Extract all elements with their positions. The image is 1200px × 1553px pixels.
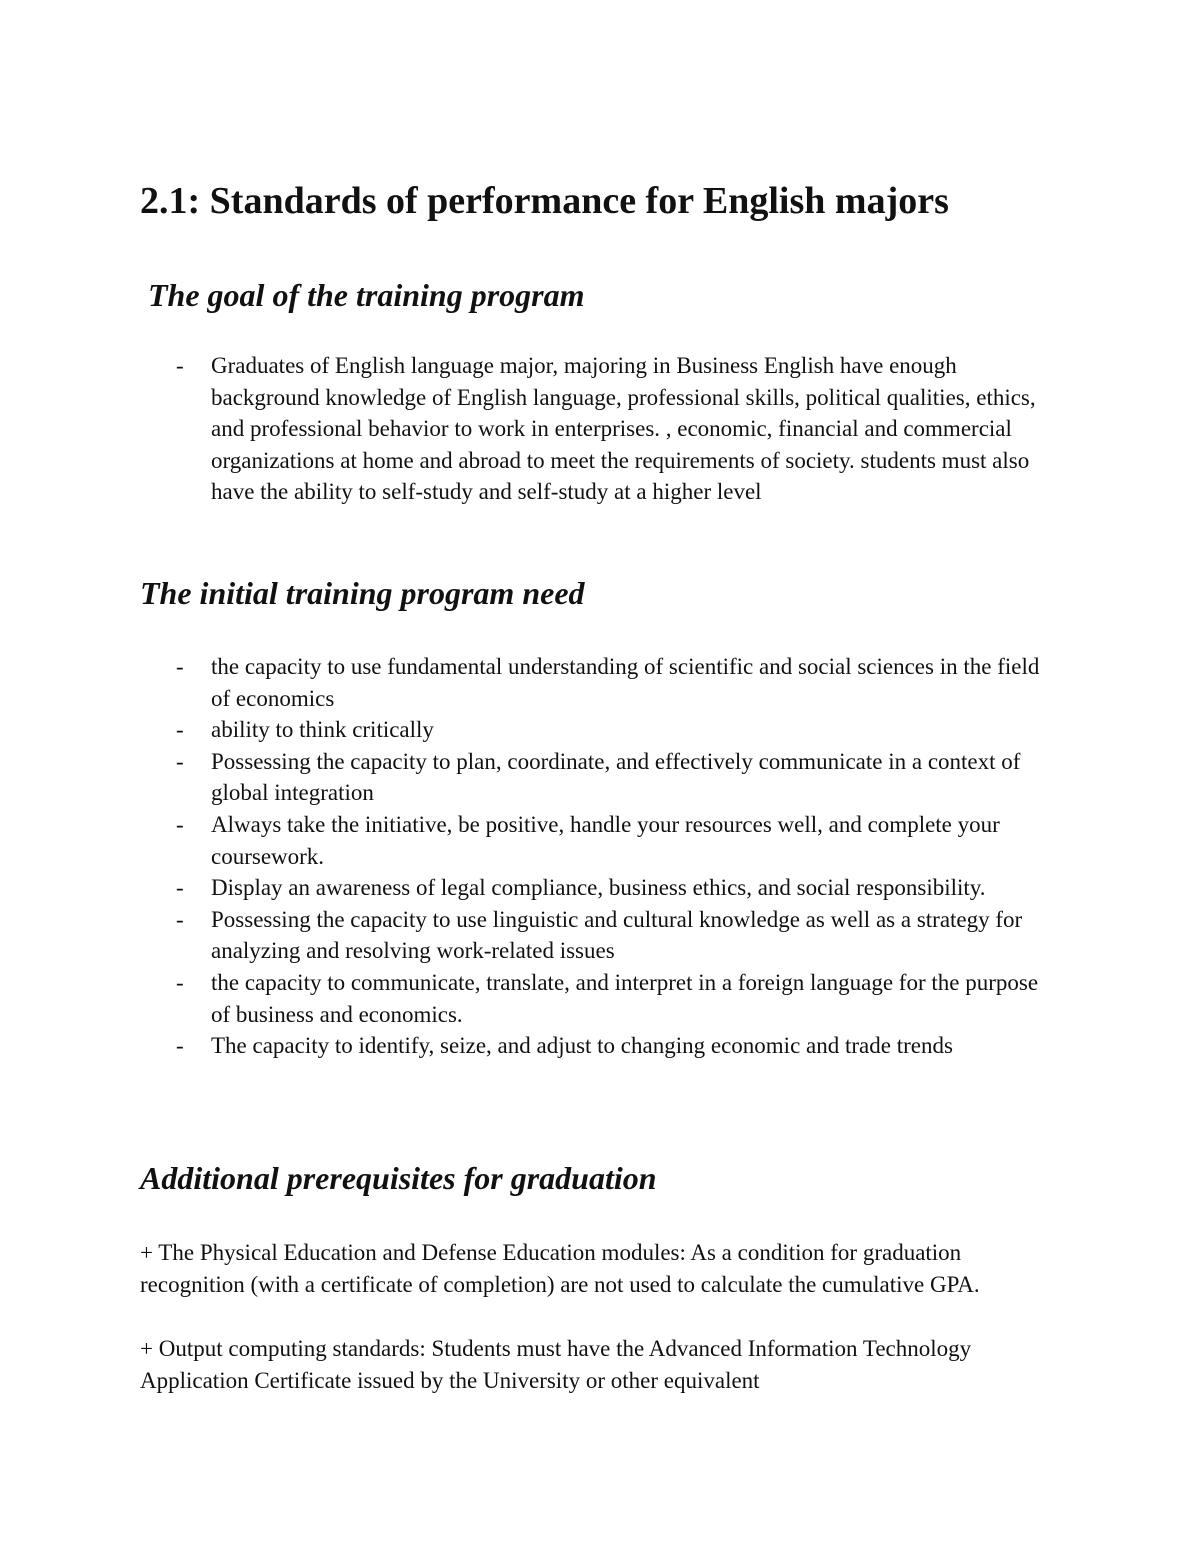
dash-bullet: -: [176, 906, 184, 932]
paragraph-physical-education: + The Physical Education and Defense Education modules: As a condition for graduation recognition (with a certificate of completion) are not used to calculate the cumulative GPA.: [140, 1240, 980, 1297]
list-item: [0, 1030, 1051, 1062]
list-item-text: The capacity to identify, seize, and adjust to changing economic and trade trends: [211, 1033, 953, 1059]
list-item-text: the capacity to communicate, translate, and interpret in a foreign language for the purpose of business and economics.: [211, 969, 1039, 1027]
section-heading-initial: The initial training program need: [140, 575, 585, 611]
list-item-text: Display an awareness of legal compliance, business ethics, and social responsibility.: [211, 875, 986, 901]
list-item-text: Possessing the capacity to plan, coordinate, and effectively communicate in a context of global integration: [211, 748, 1021, 806]
goal-list: [0, 350, 1051, 508]
dash-bullet: -: [176, 717, 184, 743]
dash-bullet: -: [176, 969, 184, 995]
section-heading-goal: The goal of the training program: [148, 277, 585, 313]
dash-bullet: -: [176, 811, 184, 837]
list-item-text: Graduates of English language major, majoring in Business English have enough background knowledge of English language, professional skills, political qualities, ethics, and professional behavior to work in enterprises. , economic, financial and commercial organizations at home and abroad to meet the requirements of society. students must also have the ability to self-study and self-study at a higher level: [211, 353, 1036, 505]
list-item: [0, 967, 1051, 1030]
list-item-text: Always take the initiative, be positive, handle your resources well, and complete your coursework.: [211, 811, 1000, 869]
initial-requirements-list: [0, 651, 1051, 1062]
list-item: [0, 904, 1051, 967]
dash-bullet: -: [176, 875, 184, 901]
list-item-text: the capacity to use fundamental understanding of scientific and social sciences in the field of economics: [211, 654, 1040, 711]
paragraph-computing-standards: + Output computing standards: Students must have the Advanced Information Technology Application Certificate issued by the University or other equivalent: [140, 1336, 972, 1393]
list-item-text: Possessing the capacity to use linguistic and cultural knowledge as well as a strategy for analyzing and resolving work-related issues: [211, 906, 1023, 964]
page-title: 2.1: Standards of performance for English majors: [140, 180, 949, 222]
dash-bullet: -: [176, 353, 184, 378]
dash-bullet: -: [176, 748, 184, 774]
list-item: [0, 651, 1051, 714]
dash-bullet: -: [176, 654, 184, 679]
list-item: [0, 872, 1051, 904]
list-item-text: ability to think critically: [211, 717, 434, 743]
section-heading-additional: Additional prerequisites for graduation: [140, 1160, 657, 1196]
list-item: [0, 809, 1051, 872]
list-item: [0, 714, 1051, 746]
list-item: [0, 350, 1051, 508]
list-item: [0, 746, 1051, 809]
dash-bullet: -: [176, 1033, 184, 1059]
